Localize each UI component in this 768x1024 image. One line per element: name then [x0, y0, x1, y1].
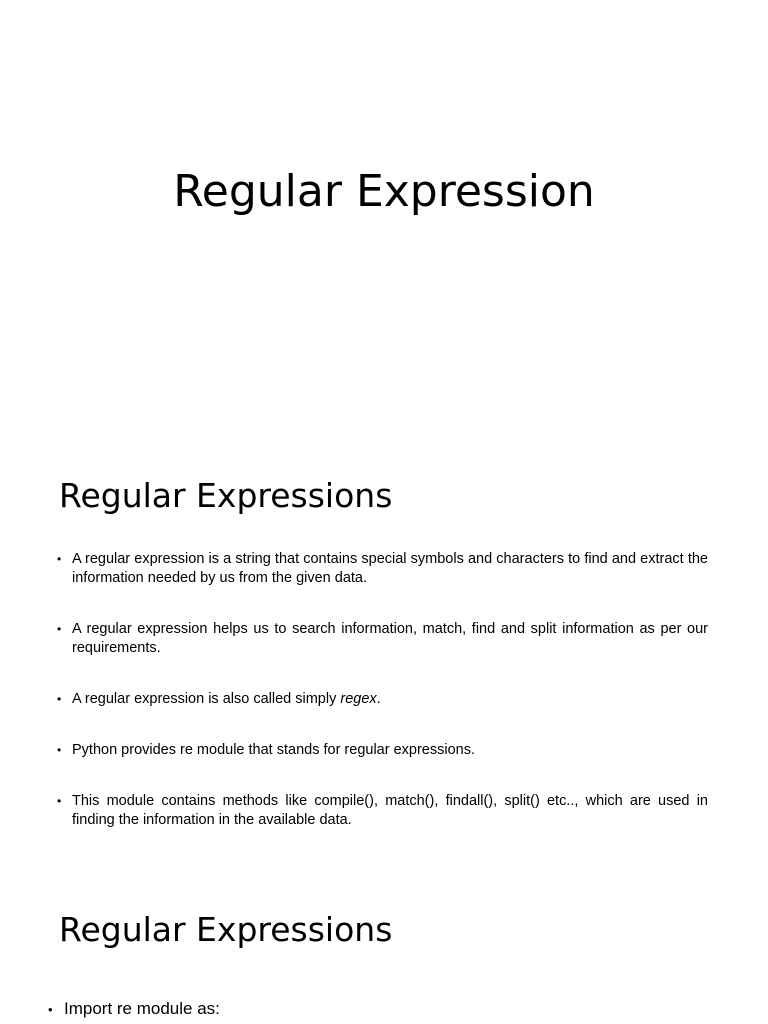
list-item: [57, 550, 708, 587]
list-item: [57, 620, 708, 657]
bullet-icon: •: [57, 692, 62, 706]
bullet-icon: •: [48, 1002, 53, 1017]
section-heading: Regular Expressions: [59, 476, 393, 515]
list-item: [57, 741, 708, 760]
bullet-icon: •: [57, 743, 62, 757]
bullet-text: Python provides re module that stands for regular expressions.: [72, 742, 475, 758]
bullet-text: Import re module as:: [64, 999, 220, 1018]
list-item: [48, 998, 220, 1021]
bullet-icon: •: [57, 794, 62, 808]
bullet-text-part: A regular expression is also called simply: [72, 691, 341, 707]
list-item: [57, 792, 708, 829]
slide-title: Regular Expression: [173, 166, 595, 217]
bullet-text: A regular expression is a string that contains special symbols and characters to find and extract the information needed by us from the given data.: [72, 551, 708, 586]
bullet-icon: •: [57, 552, 62, 566]
section-heading: Regular Expressions: [59, 910, 393, 949]
bullet-text: [72, 690, 708, 709]
bullet-text: A regular expression helps us to search information, match, find and split information as per our requirements.: [72, 621, 708, 656]
list-item: [57, 690, 708, 709]
bullet-text-emphasis: regex: [340, 691, 377, 707]
bullet-text-part: .: [376, 691, 381, 707]
bullet-text: This module contains methods like compile(), match(), findall(), split() etc.., which are used in finding the information in the available data.: [72, 793, 708, 828]
bullet-icon: •: [57, 622, 62, 636]
